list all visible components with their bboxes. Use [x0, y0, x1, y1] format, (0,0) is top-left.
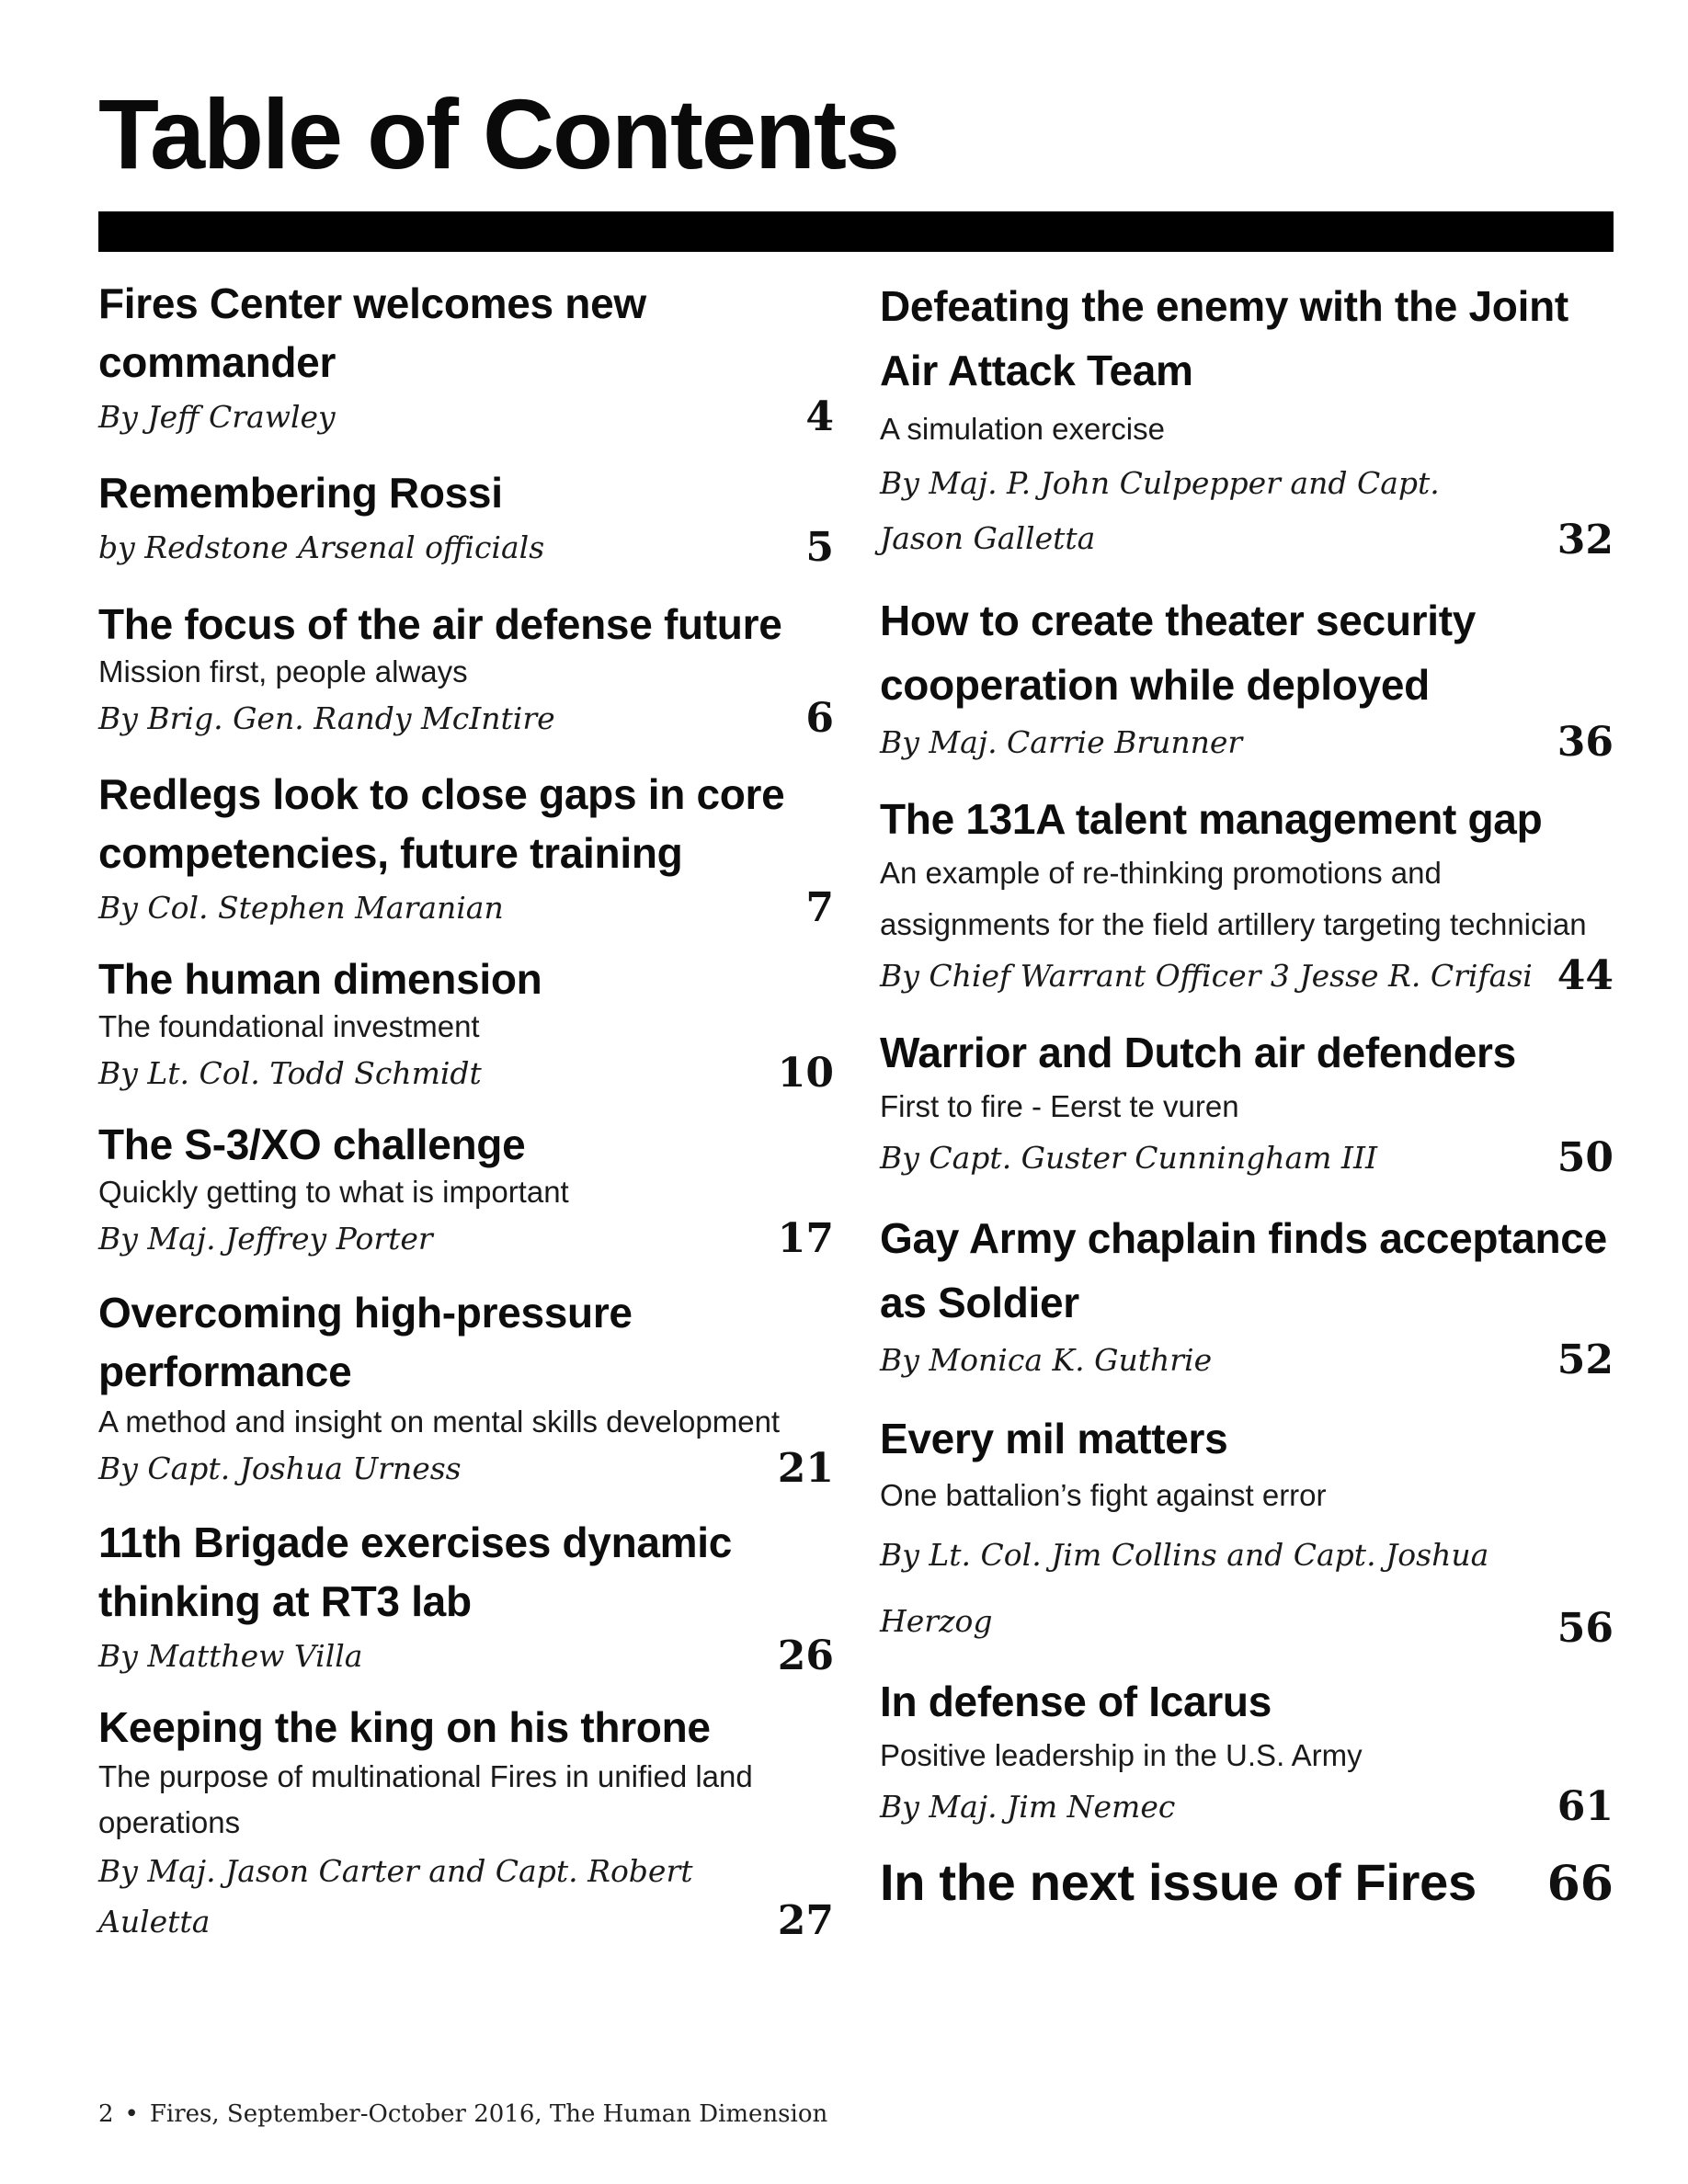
article-title[interactable]: The focus of the air defense future: [98, 600, 782, 648]
byline-row: [98, 1048, 834, 1099]
article-byline: By Maj. P. John Culpepper and Capt. Jason Galletta: [880, 465, 1440, 556]
toc-entry[interactable]: [98, 952, 834, 1099]
toc-entry[interactable]: [98, 1513, 834, 1682]
left-column: [98, 274, 834, 1947]
footer-separator: •: [124, 2100, 139, 2128]
next-issue-entry[interactable]: [880, 1848, 1614, 1917]
right-column: [880, 274, 1614, 1917]
page-number[interactable]: 21: [777, 1445, 834, 1492]
article-title[interactable]: Fires Center welcomes new commander: [98, 279, 646, 386]
byline-row: [880, 1781, 1614, 1833]
next-issue-title[interactable]: In the next issue of Fires: [880, 1853, 1477, 1911]
footer-publication: Fires, September-October 2016, The Human Dimension: [149, 2100, 828, 2128]
toc-entry[interactable]: [98, 274, 834, 443]
article-title[interactable]: The 131A talent management gap: [880, 795, 1543, 843]
article-title[interactable]: In defense of Icarus: [880, 1678, 1272, 1725]
article-subtitle: One battalion’s fight against error: [880, 1478, 1327, 1512]
article-title[interactable]: Warrior and Dutch air defenders: [880, 1029, 1516, 1076]
article-subtitle: An example of re-thinking promotions and assignments for the field artillery targeting technician: [880, 856, 1587, 941]
page-footer: [98, 2099, 827, 2130]
toc-entry[interactable]: [98, 1283, 834, 1495]
article-byline: By Chief Warrant Officer 3 Jesse R. Crifasi: [880, 958, 1533, 994]
page-number[interactable]: 5: [805, 524, 834, 571]
article-subtitle: The foundational investment: [98, 1009, 480, 1043]
article-byline: By Maj. Jim Nemec: [880, 1789, 1176, 1825]
toc-entry[interactable]: [880, 274, 1614, 566]
byline-row: [98, 693, 834, 745]
byline-row: [98, 882, 834, 934]
article-title[interactable]: Keeping the king on his throne: [98, 1703, 711, 1751]
page-number[interactable]: 56: [1557, 1605, 1614, 1652]
page-number[interactable]: 6: [805, 695, 834, 742]
page-number[interactable]: 32: [1557, 517, 1614, 563]
toc-entry[interactable]: [98, 765, 834, 934]
title-rule: [98, 211, 1614, 252]
toc-entry[interactable]: [880, 791, 1614, 1002]
article-subtitle: A simulation exercise: [880, 412, 1165, 446]
article-byline: By Col. Stephen Maranian: [98, 890, 504, 926]
toc-entry[interactable]: [98, 463, 834, 574]
byline-row: [98, 1631, 834, 1682]
page-number[interactable]: 7: [805, 884, 834, 931]
footer-page-number: 2: [98, 2100, 114, 2128]
article-byline: By Maj. Jason Carter and Capt. Robert Auletta: [98, 1853, 693, 1939]
article-subtitle: Positive leadership in the U.S. Army: [880, 1738, 1363, 1772]
page-number[interactable]: 44: [1557, 952, 1614, 999]
article-byline: By Lt. Col. Jim Collins and Capt. Joshua Herzog: [880, 1537, 1489, 1639]
byline-row: [98, 1443, 834, 1495]
article-byline: By Capt. Guster Cunningham III: [880, 1140, 1378, 1176]
article-byline: By Maj. Jeffrey Porter: [98, 1221, 433, 1257]
byline-row: [880, 1522, 1614, 1655]
byline-row: [98, 522, 834, 574]
page-number[interactable]: 27: [777, 1897, 834, 1944]
article-byline: By Jeff Crawley: [98, 399, 336, 435]
article-byline: By Brig. Gen. Randy McIntire: [98, 700, 555, 736]
byline-row: [880, 950, 1614, 1002]
toc-entry[interactable]: [880, 588, 1614, 768]
article-byline: By Maj. Carrie Brunner: [880, 724, 1243, 760]
page-number[interactable]: 26: [777, 1632, 834, 1679]
byline-row: [98, 392, 834, 443]
byline-row: [98, 1213, 834, 1265]
page-number[interactable]: 10: [777, 1050, 834, 1097]
toc-entry[interactable]: [880, 1673, 1614, 1833]
article-byline: by Redstone Arsenal officials: [98, 529, 545, 565]
article-title[interactable]: Overcoming high-pressure performance: [98, 1289, 633, 1395]
page-number[interactable]: 61: [1557, 1783, 1614, 1830]
byline-row: [98, 1846, 834, 1947]
byline-row: [880, 1335, 1614, 1386]
byline-row: [880, 456, 1614, 566]
article-byline: By Capt. Joshua Urness: [98, 1450, 462, 1486]
article-subtitle: Quickly getting to what is important: [98, 1175, 569, 1209]
article-subtitle: Mission first, people always: [98, 654, 468, 688]
article-subtitle: The purpose of multinational Fires in unified land operations: [98, 1759, 753, 1839]
article-title[interactable]: The S-3/XO challenge: [98, 1120, 526, 1168]
article-subtitle: A method and insight on mental skills development: [98, 1405, 781, 1439]
page-number[interactable]: 4: [805, 393, 834, 440]
page-number[interactable]: 17: [777, 1215, 834, 1262]
article-title[interactable]: Gay Army chaplain finds acceptance as Soldier: [880, 1214, 1607, 1326]
article-byline: By Lt. Col. Todd Schmidt: [98, 1055, 482, 1091]
toc-entry[interactable]: [98, 1701, 834, 1947]
page-number[interactable]: 66: [1546, 1856, 1614, 1912]
article-title[interactable]: Remembering Rossi: [98, 469, 503, 517]
article-title[interactable]: Redlegs look to close gaps in core competencies, future training: [98, 770, 785, 877]
page-number[interactable]: 52: [1557, 1337, 1614, 1383]
article-byline: By Monica K. Guthrie: [880, 1342, 1213, 1378]
byline-row: [880, 717, 1614, 768]
toc-entry[interactable]: [98, 597, 834, 745]
article-title[interactable]: 11th Brigade exercises dynamic thinking at RT3 lab: [98, 1519, 733, 1625]
article-title[interactable]: How to create theater security cooperation while deployed: [880, 597, 1477, 709]
article-title[interactable]: The human dimension: [98, 955, 542, 1003]
toc-entry[interactable]: [98, 1118, 834, 1265]
page-number[interactable]: 36: [1557, 719, 1614, 766]
toc-entry[interactable]: [880, 1206, 1614, 1386]
toc-entry[interactable]: [880, 1408, 1614, 1655]
page-title: Table of Contents: [98, 78, 898, 189]
article-subtitle: First to fire - Eerst te vuren: [880, 1089, 1239, 1123]
toc-entry[interactable]: [880, 1024, 1614, 1184]
article-title[interactable]: Every mil matters: [880, 1415, 1228, 1462]
article-title[interactable]: Defeating the enemy with the Joint Air Attack Team: [880, 282, 1568, 394]
article-byline: By Matthew Villa: [98, 1638, 363, 1674]
byline-row: [880, 1132, 1614, 1184]
page-number[interactable]: 50: [1557, 1134, 1614, 1181]
